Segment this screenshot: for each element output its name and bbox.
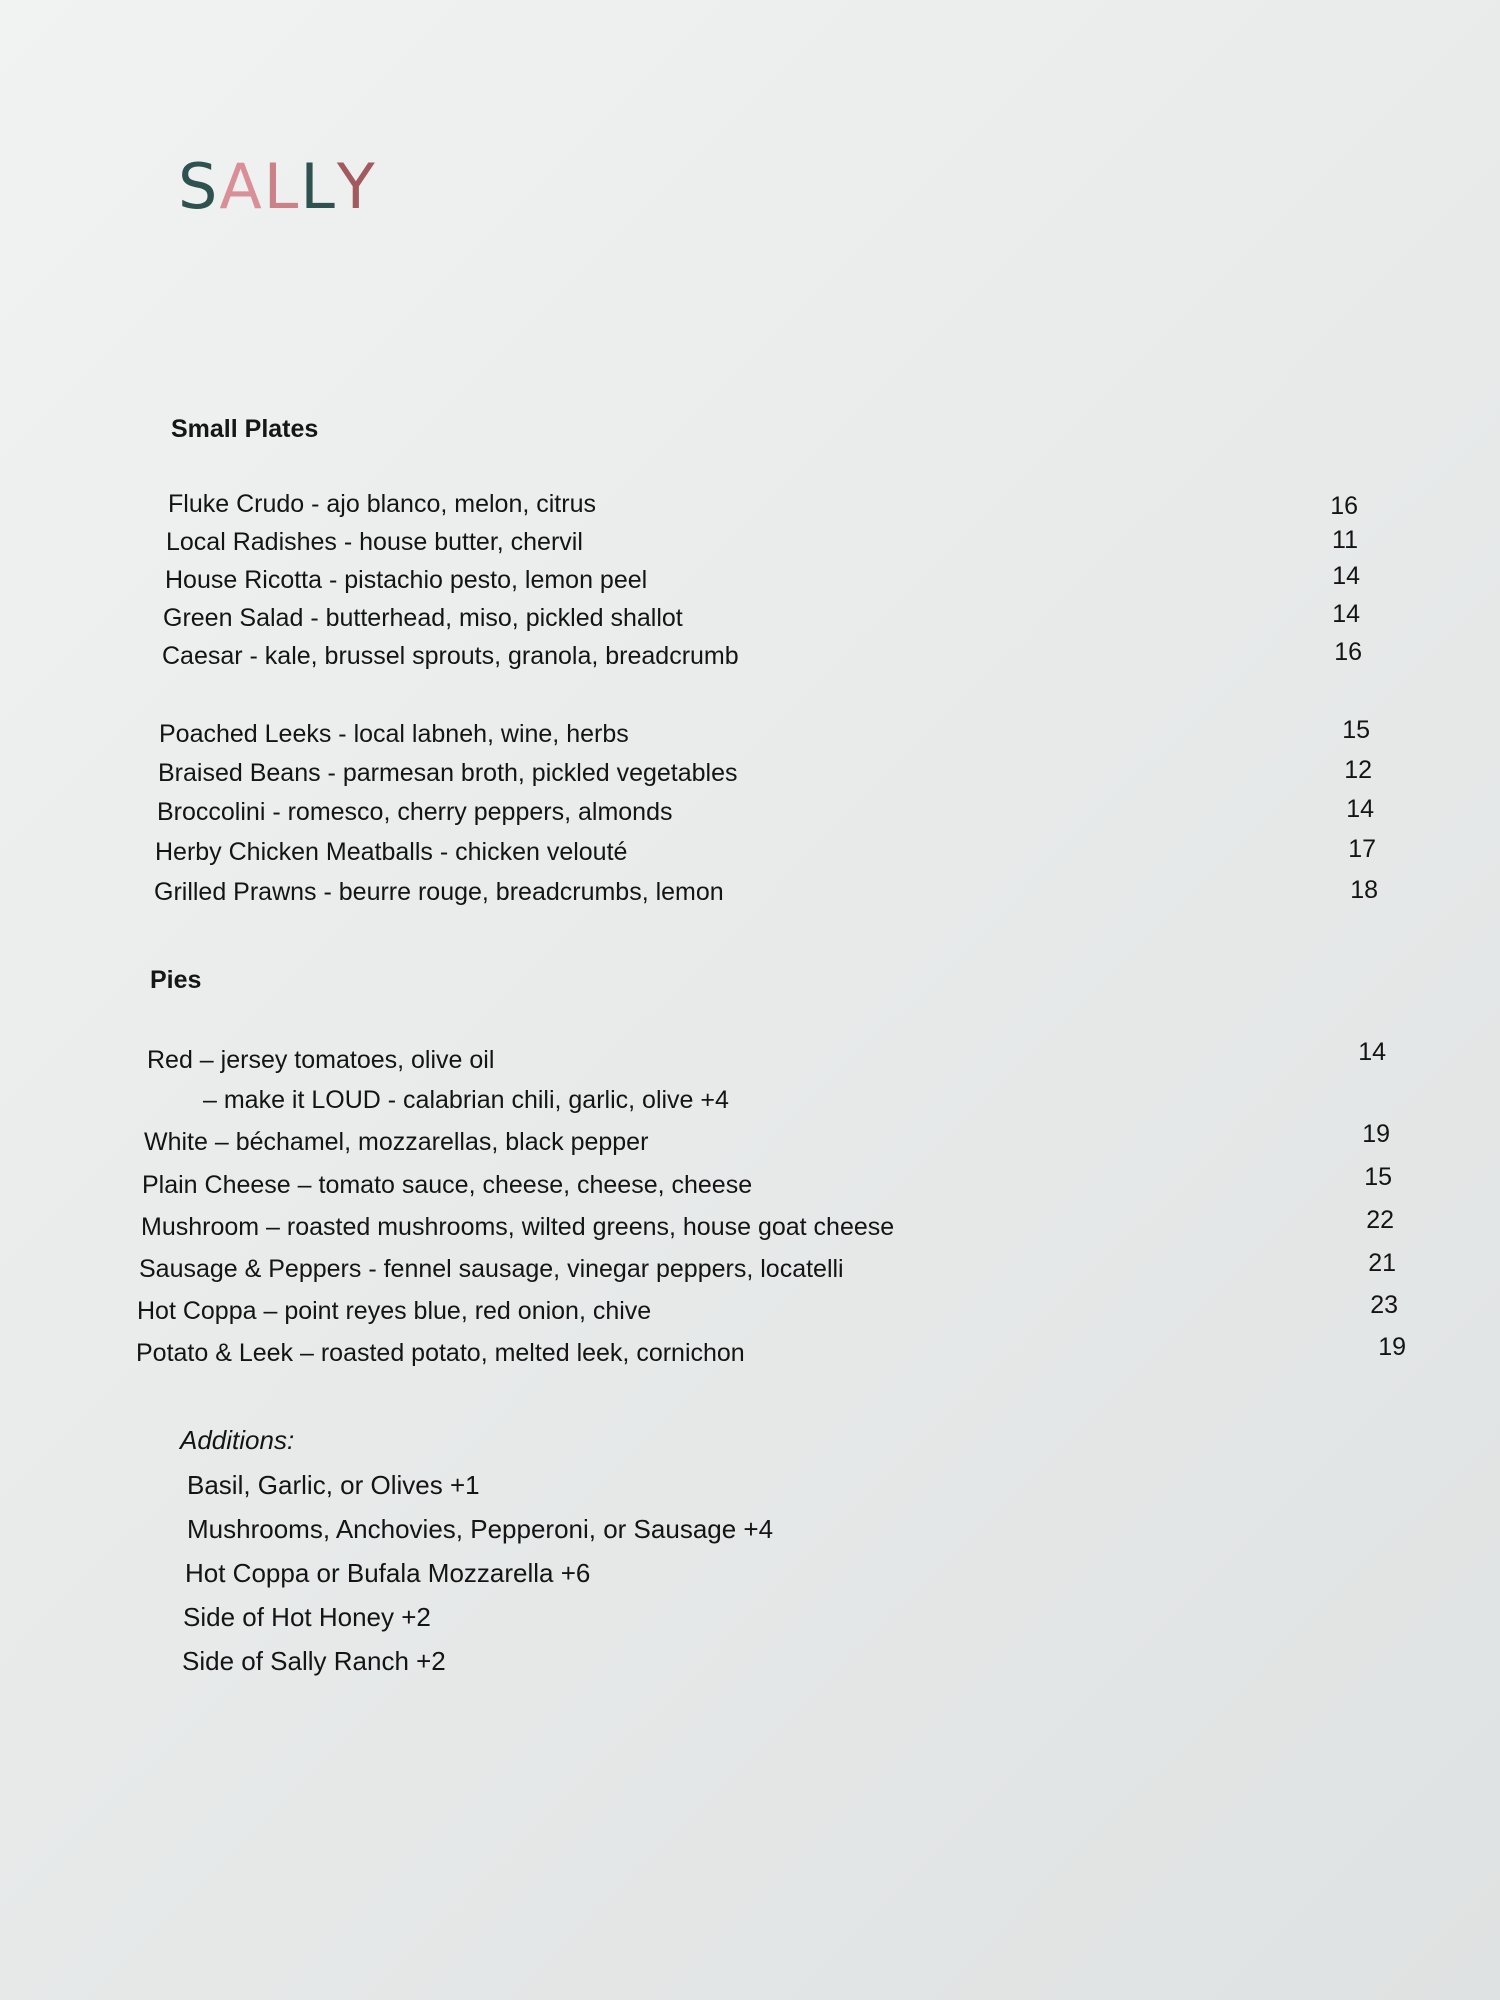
logo-letter: Y <box>336 150 377 223</box>
menu-item-price: 19 <box>1378 1333 1406 1361</box>
menu-item-price: 16 <box>1330 492 1358 520</box>
small-plates-heading: Small Plates <box>171 415 319 443</box>
menu-item-name: Sausage & Peppers - fennel sausage, vinegar peppers, locatelli <box>139 1255 844 1283</box>
menu-item-name: Fluke Crudo - ajo blanco, melon, citrus <box>168 490 596 518</box>
menu-item-price: 16 <box>1334 638 1362 666</box>
menu-item-price: 23 <box>1370 1291 1398 1319</box>
additions-heading: Additions: <box>180 1425 295 1455</box>
menu-item-price: 11 <box>1332 526 1358 554</box>
menu-item-price: 19 <box>1362 1120 1390 1148</box>
menu-item-name: Red – jersey tomatoes, olive oil <box>147 1046 495 1074</box>
menu-item-name: Braised Beans - parmesan broth, pickled vegetables <box>158 759 738 787</box>
menu-item-price: 15 <box>1342 716 1370 744</box>
menu-item-price: 15 <box>1364 1163 1392 1191</box>
menu-item-name: Plain Cheese – tomato sauce, cheese, cheese, cheese <box>142 1171 753 1199</box>
addition-item: Hot Coppa or Bufala Mozzarella +6 <box>185 1558 591 1588</box>
menu-item-option: – make it LOUD - calabrian chili, garlic, olive +4 <box>203 1086 729 1114</box>
menu-item-price: 21 <box>1368 1249 1396 1277</box>
menu-item-price: 12 <box>1344 756 1372 784</box>
logo-letter: L <box>300 150 337 223</box>
menu-item-name: Green Salad - butterhead, miso, pickled shallot <box>163 604 683 632</box>
addition-item: Mushrooms, Anchovies, Pepperoni, or Sausage +4 <box>187 1514 774 1544</box>
menu-item-price: 14 <box>1346 795 1374 823</box>
logo-letter: S <box>178 150 220 223</box>
menu-item-price: 14 <box>1332 562 1360 590</box>
addition-item: Side of Hot Honey +2 <box>183 1602 431 1632</box>
logo-letter: L <box>263 150 301 223</box>
menu-item-name: House Ricotta - pistachio pesto, lemon peel <box>165 566 648 594</box>
addition-item: Side of Sally Ranch +2 <box>182 1646 446 1676</box>
menu-item-price: 17 <box>1348 835 1376 863</box>
menu-item-name: Potato & Leek – roasted potato, melted leek, cornichon <box>136 1339 745 1367</box>
menu-item-name: Herby Chicken Meatballs - chicken velouté <box>155 838 628 866</box>
menu-item-price: 18 <box>1350 876 1378 904</box>
logo-letter: A <box>219 150 264 223</box>
menu-item-name: Local Radishes - house butter, chervil <box>166 528 583 556</box>
menu-item-price: 14 <box>1332 600 1360 628</box>
menu-item-name: White – béchamel, mozzarellas, black pepper <box>144 1128 649 1156</box>
menu-item-name: Grilled Prawns - beurre rouge, breadcrumbs, lemon <box>154 878 724 906</box>
menu-item-name: Caesar - kale, brussel sprouts, granola, breadcrumb <box>162 642 739 670</box>
addition-item: Basil, Garlic, or Olives +1 <box>187 1470 480 1500</box>
sally-logo <box>178 150 377 223</box>
menu-item-name: Broccolini - romesco, cherry peppers, almonds <box>157 798 673 826</box>
menu-item-price: 22 <box>1366 1206 1394 1234</box>
pies-heading: Pies <box>150 966 202 994</box>
menu-item-name: Hot Coppa – point reyes blue, red onion, chive <box>137 1297 652 1325</box>
menu-item-name: Poached Leeks - local labneh, wine, herbs <box>159 720 629 748</box>
menu-item-price: 14 <box>1358 1038 1386 1066</box>
menu-item-name: Mushroom – roasted mushrooms, wilted greens, house goat cheese <box>141 1213 895 1241</box>
